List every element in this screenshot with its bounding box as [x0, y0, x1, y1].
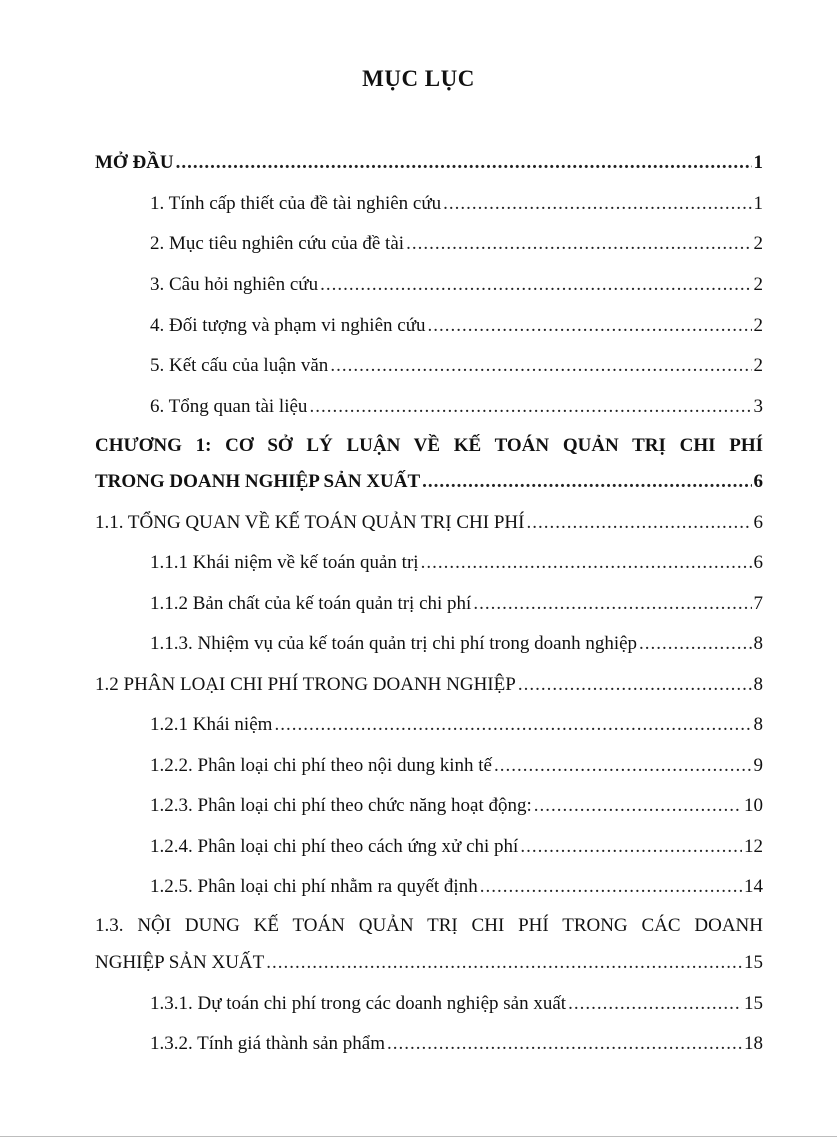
toc-leader-dots — [176, 151, 752, 175]
toc-page-number: 9 — [753, 755, 763, 776]
toc-leader-dots — [266, 951, 742, 975]
toc-leader-dots — [330, 354, 751, 378]
toc-leader-dots — [428, 314, 752, 338]
toc-entry[interactable] — [95, 470, 763, 494]
toc-entry-text: 1.2.3. Phân loại chi phí theo chức năng hoạt động: — [150, 795, 532, 816]
toc-page-number: 8 — [753, 674, 763, 695]
toc-entry-text: NGHIỆP SẢN XUẤT — [95, 952, 265, 973]
toc-entry[interactable] — [95, 673, 763, 697]
toc-entry[interactable] — [95, 951, 763, 975]
toc-leader-dots — [443, 192, 751, 216]
toc-entry[interactable] — [150, 395, 763, 419]
toc-entry[interactable] — [150, 314, 763, 338]
toc-entry-text: 1.1.2 Bản chất của kế toán quản trị chi phí — [150, 593, 472, 614]
toc-page-number: 1 — [753, 193, 763, 214]
toc-page-number: 3 — [753, 396, 763, 417]
toc-leader-dots — [520, 835, 742, 859]
toc-leader-dots — [309, 395, 751, 419]
page-bottom-divider — [0, 1136, 837, 1137]
toc-entry[interactable] — [150, 232, 763, 256]
toc-entry[interactable] — [150, 273, 763, 297]
toc-entry-text: 2. Mục tiêu nghiên cứu của đề tài — [150, 233, 405, 254]
toc-entry-text: TRONG DOANH NGHIỆP SẢN XUẤT — [95, 471, 421, 492]
toc-leader-dots — [518, 673, 752, 697]
toc-leader-dots — [494, 754, 752, 778]
toc-leader-dots — [639, 632, 751, 656]
toc-entry-line1[interactable]: 1.3. NỘI DUNG KẾ TOÁN QUẢN TRỊ CHI PHÍ TRONG CÁC DOANH — [95, 915, 763, 936]
toc-leader-dots — [387, 1032, 742, 1056]
toc-leader-dots — [406, 232, 751, 256]
toc-page-number: 6 — [753, 552, 763, 573]
toc-entry[interactable] — [150, 632, 763, 656]
toc-entry[interactable] — [150, 1032, 763, 1056]
toc-entry-text: 6. Tổng quan tài liệu — [150, 396, 308, 417]
toc-leader-dots — [421, 551, 752, 575]
toc-leader-dots — [568, 992, 742, 1016]
toc-page-number: 10 — [744, 795, 763, 816]
toc-leader-dots — [480, 875, 742, 899]
toc-page-number: 12 — [744, 836, 763, 857]
toc-entry[interactable] — [150, 794, 763, 818]
toc-entry-text: 1.2 PHÂN LOẠI CHI PHÍ TRONG DOANH NGHIỆP — [95, 674, 516, 695]
toc-page-number: 6 — [753, 512, 763, 533]
toc-entry[interactable] — [150, 592, 763, 616]
toc-page-number: 2 — [753, 315, 763, 336]
toc-entry-text: 1.2.4. Phân loại chi phí theo cách ứng xử chi phí — [150, 836, 519, 857]
toc-page-number: 14 — [744, 876, 763, 897]
toc-entry[interactable] — [150, 754, 763, 778]
toc-entry-text: 5. Kết cấu của luận văn — [150, 355, 329, 376]
toc-entry-text: 1.2.2. Phân loại chi phí theo nội dung kinh tế — [150, 755, 492, 776]
toc-entry-text: MỞ ĐẦU — [95, 152, 174, 173]
toc-entry[interactable] — [150, 192, 763, 216]
toc-entry-text: 1.1.3. Nhiệm vụ của kế toán quản trị chi phí trong doanh nghiệp — [150, 633, 638, 654]
toc-entry-text: 1.3.1. Dự toán chi phí trong các doanh nghiệp sản xuất — [150, 993, 567, 1014]
toc-entry[interactable] — [150, 354, 763, 378]
toc-leader-dots — [274, 713, 751, 737]
toc-entry-text: 1.1. TỔNG QUAN VỀ KẾ TOÁN QUẢN TRỊ CHI PHÍ — [95, 512, 525, 533]
toc-entry[interactable] — [150, 713, 763, 737]
toc-leader-dots — [534, 794, 742, 818]
toc-entry-text: 4. Đối tượng và phạm vi nghiên cứu — [150, 315, 426, 336]
toc-page-number: 8 — [753, 714, 763, 735]
toc-page-number: 15 — [744, 952, 763, 973]
toc-leader-dots — [473, 592, 751, 616]
toc-page-number: 7 — [753, 593, 763, 614]
toc-entry-text: 1.1.1 Khái niệm về kế toán quản trị — [150, 552, 419, 573]
toc-entry-text: 3. Câu hỏi nghiên cứu — [150, 274, 319, 295]
toc-page-number: 6 — [753, 471, 763, 492]
toc-page-number: 18 — [744, 1033, 763, 1054]
toc-entry[interactable] — [150, 835, 763, 859]
toc-page-number: 2 — [753, 274, 763, 295]
toc-entry[interactable] — [150, 875, 763, 899]
toc-leader-dots — [526, 511, 751, 535]
page-title: MỤC LỤC — [362, 66, 475, 91]
toc-page-number: 8 — [753, 633, 763, 654]
toc-leader-dots — [422, 470, 751, 494]
toc-entry[interactable] — [95, 151, 763, 175]
toc-page-number: 2 — [753, 233, 763, 254]
toc-entry-text: 1. Tính cấp thiết của đề tài nghiên cứu — [150, 193, 442, 214]
toc-page-number: 15 — [744, 993, 763, 1014]
toc-entry-line1[interactable]: CHƯƠNG 1: CƠ SỞ LÝ LUẬN VỀ KẾ TOÁN QUẢN TRỊ CHI PHÍ — [95, 435, 763, 456]
toc-leader-dots — [320, 273, 751, 297]
toc-entry-text: 1.2.5. Phân loại chi phí nhằm ra quyết định — [150, 876, 478, 897]
toc-page-number: 1 — [753, 152, 763, 173]
toc-entry-text: 1.3.2. Tính giá thành sản phẩm — [150, 1033, 386, 1054]
toc-entry[interactable] — [95, 511, 763, 535]
toc-entry[interactable] — [150, 992, 763, 1016]
toc-entry-text: 1.2.1 Khái niệm — [150, 714, 273, 735]
toc-page-number: 2 — [753, 355, 763, 376]
toc-entry[interactable] — [150, 551, 763, 575]
